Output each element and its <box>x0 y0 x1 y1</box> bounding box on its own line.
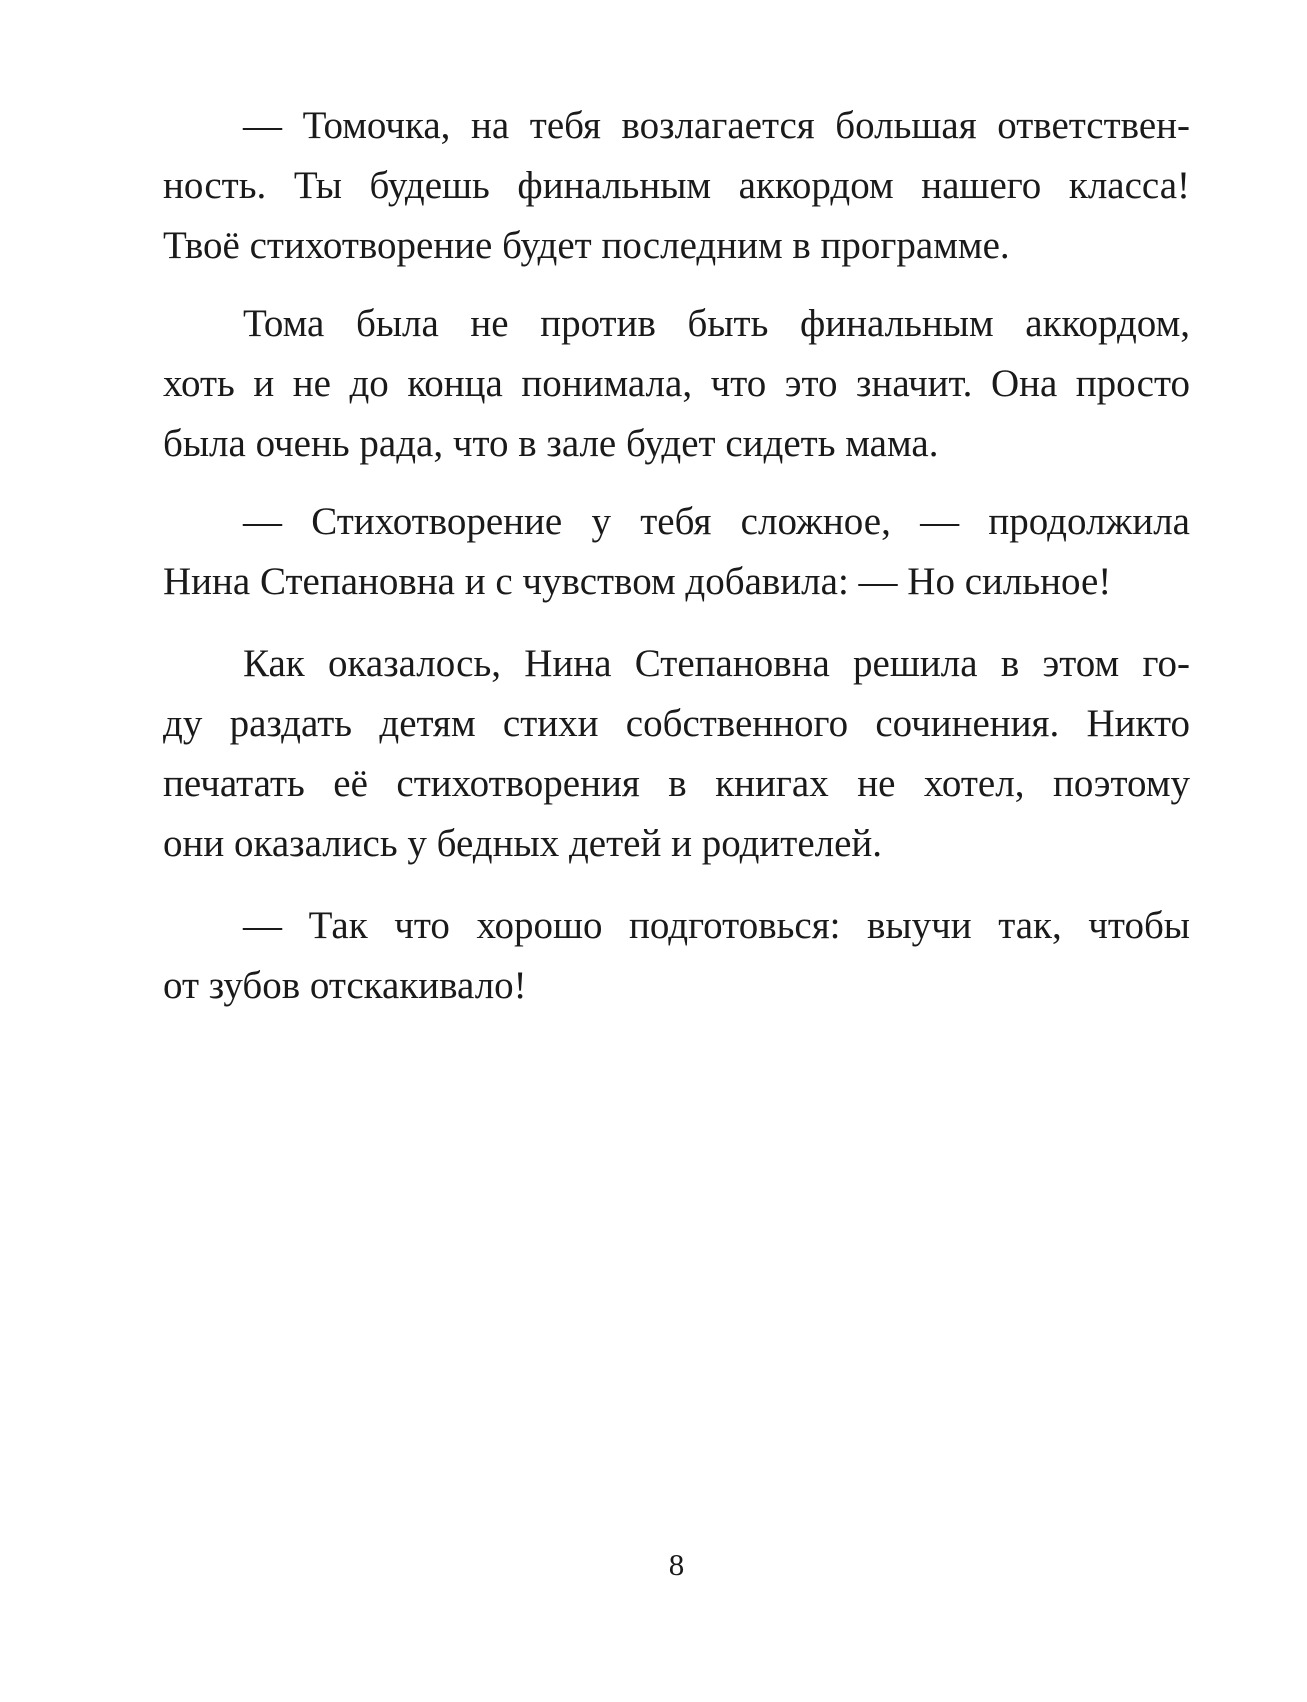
text-line: хоть и не до конца понимала, что это значит. Она просто <box>163 362 1190 405</box>
text-block <box>163 96 1190 1034</box>
text-line: ду раздать детям стихи собственного сочинения. Никто <box>163 702 1190 745</box>
text-line: Нина Степановна и с чувством добавила: — Но сильное! <box>163 560 1112 603</box>
text-line: — Так что хорошо подготовься: выучи так, чтобы <box>243 904 1190 947</box>
text-line: Твоё стихотворение будет последним в программе. <box>163 224 1010 267</box>
text-line: Тома была не против быть финальным аккордом, <box>243 302 1190 345</box>
page-number: 8 <box>668 1547 685 1582</box>
paragraph-4 <box>163 634 1190 874</box>
text-line: Как оказалось, Нина Степановна решила в этом го- <box>243 642 1190 685</box>
text-line: ность. Ты будешь финальным аккордом нашего класса! <box>163 164 1190 207</box>
paragraph-3 <box>163 492 1190 612</box>
text-line: они оказались у бедных детей и родителей. <box>163 822 883 865</box>
text-line: от зубов отскакивало! <box>163 964 527 1007</box>
paragraph-1 <box>163 96 1190 276</box>
text-line: была очень рада, что в зале будет сидеть мама. <box>163 422 939 465</box>
text-line: печатать её стихотворения в книгах не хотел, поэтому <box>163 762 1190 805</box>
text-line: — Томочка, на тебя возлагается большая ответствен- <box>243 104 1190 147</box>
text-line: — Стихотворение у тебя сложное, — продолжила <box>243 500 1190 543</box>
paragraph-2 <box>163 294 1190 474</box>
paragraph-5 <box>163 896 1190 1016</box>
